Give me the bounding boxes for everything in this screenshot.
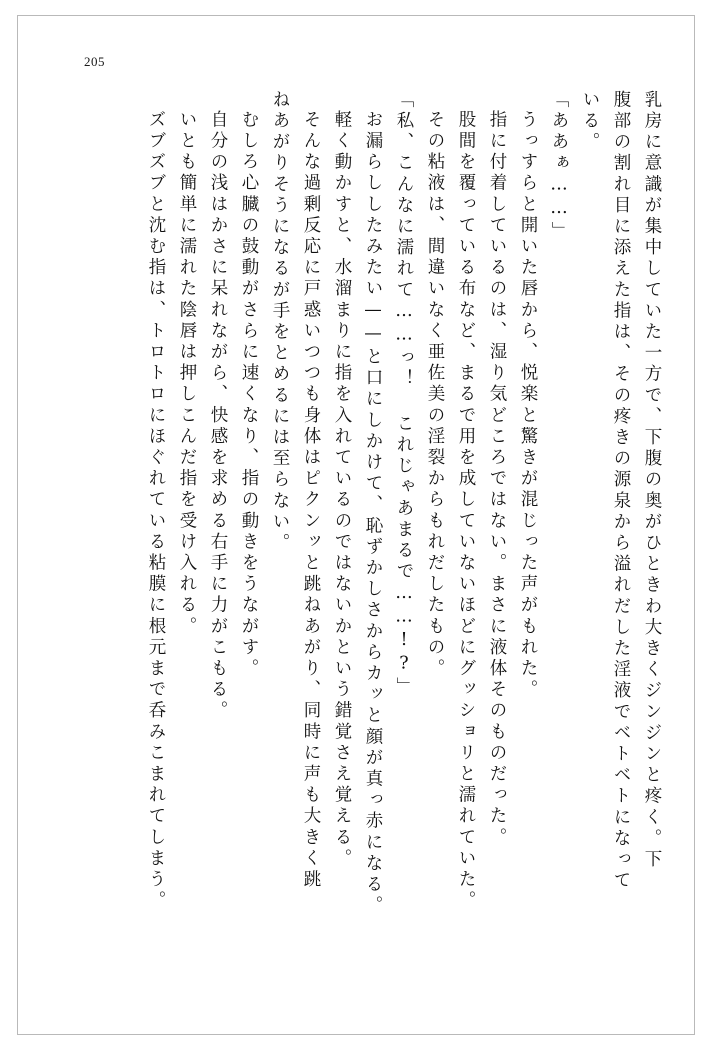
text-line: うっすらと開いた唇から、悦楽と驚きが混じった声がもれた。 (518, 110, 538, 701)
text-line: いとも簡単に濡れた陰唇は押しこんだ指を受け入れる。 (177, 110, 197, 638)
text-line: ねあがりそうになるが手をとめるには至らない。 (270, 90, 290, 555)
text-line: いる。 (580, 90, 600, 154)
text-line: 「私、こんなに濡れて……っ！ これじゃあまるで……!?」 (394, 90, 414, 699)
text-line: 股間を覆っている布など、まるで用を成していないほどにグッショリと濡れていた。 (456, 110, 476, 912)
text-line: 軽く動かすと、水溜まりに指を入れているのではないかという錯覚さえ覚える。 (332, 110, 352, 870)
text-line: むしろ心臓の鼓動がさらに速くなり、指の動きをうながす。 (239, 110, 259, 680)
text-line: ズブズブと沈む指は、トロトロにほぐれている粘膜に根元まで呑みこまれてしまう。 (146, 110, 166, 912)
text-line: 「ああぁ……」 (549, 90, 569, 243)
text-line: そんな過剰反応に戸惑いつつも身体はピクンッと跳ねあがり、同時に声も大きく跳 (301, 110, 321, 891)
text-line: 指に付着しているのは、湿り気どころではない。まさに液体そのものだった。 (487, 110, 507, 849)
vertical-text-body (52, 90, 660, 985)
text-line: 乳房に意識が集中していた一方で、下腹の奥がひときわ大きくジンジンと疼く。下 (642, 90, 662, 871)
text-line: 自分の浅はかさに呆れながら、快感を求める右手に力がこもる。 (208, 110, 228, 722)
text-line: 腹部の割れ目に添えた指は、その疼きの源泉から溢れだした淫液でベトベトになって (611, 90, 631, 892)
text-line: その粘液は、間違いなく亜佐美の淫裂からもれだしたもの。 (425, 110, 445, 680)
text-line: お漏らししたみたい——と口にしかけて、恥ずかしさからカッと顔が真っ赤になる。 (363, 110, 383, 917)
page-number: 205 (84, 54, 105, 69)
